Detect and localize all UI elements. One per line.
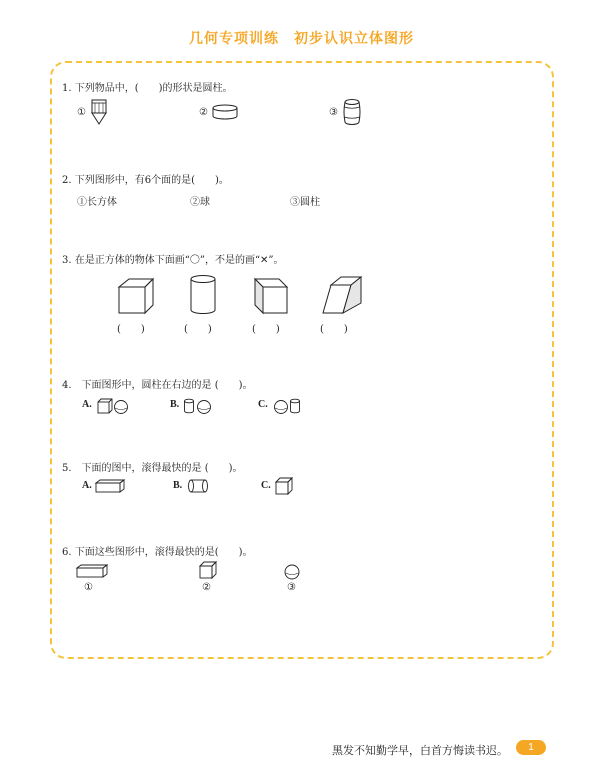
- q6-option-2-label: ②: [202, 582, 211, 593]
- cube-icon: [253, 277, 289, 315]
- cuboid-icon: [75, 563, 109, 579]
- q3-answer-blank-4: ( ): [320, 324, 348, 335]
- sphere-and-cylinder-icon: [272, 397, 302, 415]
- footer-motto: 黑发不知勤学早，白首方悔读书迟。: [332, 744, 508, 757]
- cylinder-icon: [188, 274, 218, 316]
- cylinder-and-sphere-icon: [182, 397, 214, 415]
- question-frame: [50, 61, 554, 659]
- q2-option-2: ②球: [190, 197, 210, 208]
- q3-answer-blank-2: ( ): [184, 324, 212, 335]
- small-cube-icon: [198, 560, 218, 580]
- pencil-sharpener-icon: [90, 98, 108, 126]
- q6-option-1-label: ①: [84, 582, 93, 593]
- cube-and-sphere-icon: [96, 397, 130, 415]
- question-2: 2. 下列图形中，有6个面的是( )。: [62, 175, 229, 186]
- cuboid-icon: [94, 478, 126, 494]
- cylinder-box-icon: [211, 104, 239, 120]
- q4-option-c-label: C.: [258, 399, 268, 410]
- question-1: 1. 下列物品中，( )的形状是圆柱。: [62, 83, 233, 94]
- lying-cylinder-icon: [186, 477, 210, 495]
- q2-option-3: ③圆柱: [290, 197, 320, 208]
- q3-answer-blank-1: ( ): [117, 324, 145, 335]
- q1-option-3-label: ③: [329, 107, 338, 118]
- question-5: 5. 下面的图中，滚得最快的是 ( )。: [62, 463, 243, 474]
- q2-option-1: ①长方体: [77, 197, 117, 208]
- q4-option-b-label: B.: [170, 399, 180, 410]
- slanted-prism-icon: [321, 275, 363, 315]
- q6-option-3-label: ③: [287, 582, 296, 593]
- question-4: 4. 下面图形中，圆柱在右边的是 ( )。: [62, 380, 253, 391]
- q5-option-b-label: B.: [173, 480, 183, 491]
- q1-option-1-label: ①: [77, 107, 86, 118]
- question-3: 3. 在是正方体的物体下面画“〇”，不是的画“✕”。: [62, 255, 284, 266]
- page-number-badge: 1: [516, 740, 546, 755]
- q3-answer-blank-3: ( ): [252, 324, 280, 335]
- q4-option-a-label: A.: [82, 399, 92, 410]
- barrel-icon: [342, 98, 362, 126]
- small-cube-icon: [274, 476, 294, 496]
- sphere-icon: [283, 563, 301, 581]
- q5-option-c-label: C.: [261, 480, 271, 491]
- q5-option-a-label: A.: [82, 480, 92, 491]
- question-6: 6. 下面这些图形中，滚得最快的是( )。: [62, 547, 253, 558]
- cube-icon: [117, 277, 157, 315]
- page-title: 几何专项训练 初步认识立体图形: [189, 31, 414, 47]
- q1-option-2-label: ②: [199, 107, 208, 118]
